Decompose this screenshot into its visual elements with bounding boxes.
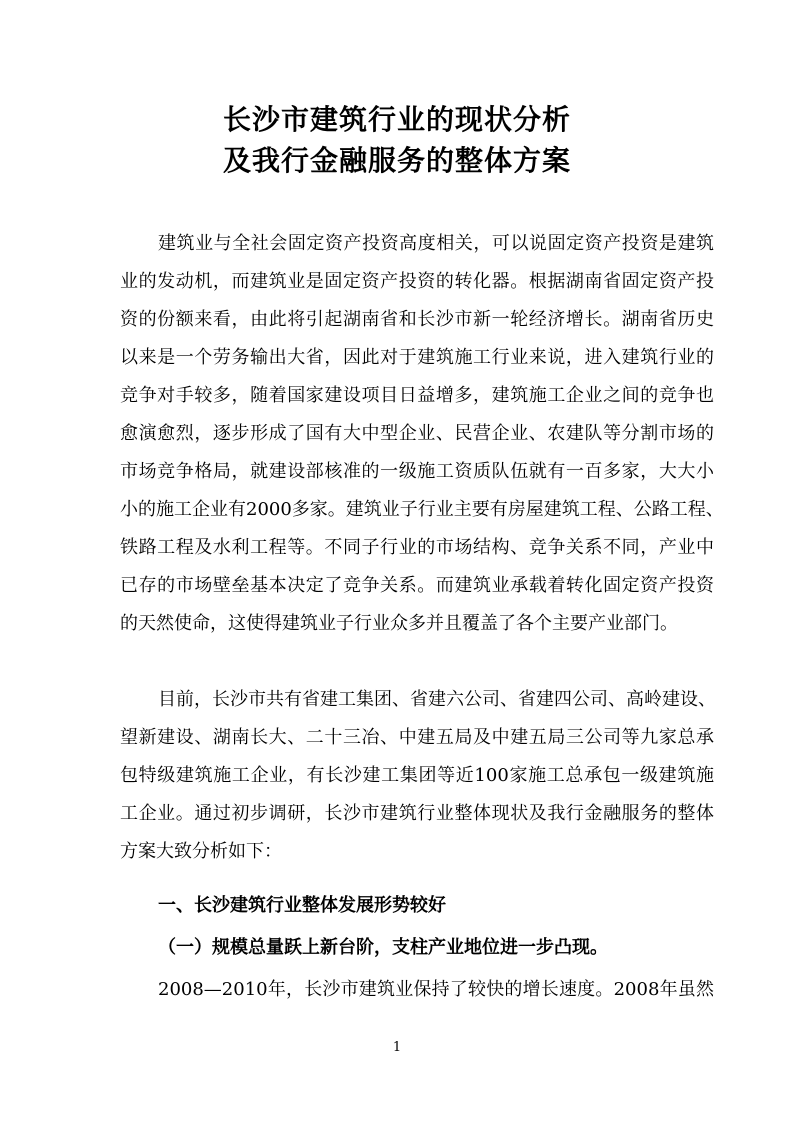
paragraph-line: 建筑业与全社会固定资产投资高度相关，可以说固定资产投资是建筑: [158, 233, 714, 254]
paragraph-line: 小的施工企业有2000多家。建筑业子行业主要有房屋建筑工程、公路工程、: [120, 499, 724, 520]
paragraph-line: 市场竞争格局，就建设部核准的一级施工资质队伍就有一百多家，大大小: [120, 461, 714, 482]
paragraph-line: 望新建设、湖南长大、二十三冶、中建五局及中建五局三公司等九家总承: [120, 727, 714, 748]
paragraph-line: 业的发动机，而建筑业是固定资产投资的转化器。根据湖南省固定资产投: [120, 271, 714, 292]
page-number: 1: [392, 1040, 402, 1055]
paragraph-line: 的天然使命，这使得建筑业子行业众多并且覆盖了各个主要产业部门。: [120, 613, 678, 634]
paragraph-line: 资的份额来看，由此将引起湖南省和长沙市新一轮经济增长。湖南省历史: [120, 309, 714, 330]
paragraph-3-line: 2008—2010年，长沙市建筑业保持了较快的增长速度。2008年虽然: [158, 979, 714, 1000]
document-title-line-2: 及我行金融服务的整体方案: [222, 144, 571, 177]
paragraph-line: 目前，长沙市共有省建工集团、省建六公司、省建四公司、高岭建设、: [158, 689, 716, 710]
paragraph-line: 包特级建筑施工企业，有长沙建工集团等近100家施工总承包一级建筑施: [120, 765, 714, 786]
paragraph-line: 铁路工程及水利工程等。不同子行业的市场结构、竞争关系不同，产业中: [120, 537, 714, 558]
paragraph-line: 已存的市场壁垒基本决定了竞争关系。而建筑业承载着转化固定资产投资: [120, 575, 714, 596]
paragraph-line: 方案大致分析如下：: [120, 841, 282, 862]
subsection-heading: （一）规模总量跃上新台阶，支柱产业地位进一步凸现。: [158, 937, 608, 958]
paragraph-line: 愈演愈烈，逐步形成了国有大中型企业、民营企业、农建队等分割市场的: [120, 423, 714, 444]
section-heading: 一、长沙建筑行业整体发展形势较好: [158, 895, 446, 916]
document-title-line-1: 长沙市建筑行业的现状分析: [222, 103, 571, 136]
paragraph-line: 以来是一个劳务输出大省，因此对于建筑施工行业来说，进入建筑行业的: [120, 347, 714, 368]
paragraph-line: 竞争对手较多，随着国家建设项目日益增多，建筑施工企业之间的竞争也: [120, 385, 714, 406]
paragraph-line: 工企业。通过初步调研，长沙市建筑行业整体现状及我行金融服务的整体: [120, 803, 714, 824]
